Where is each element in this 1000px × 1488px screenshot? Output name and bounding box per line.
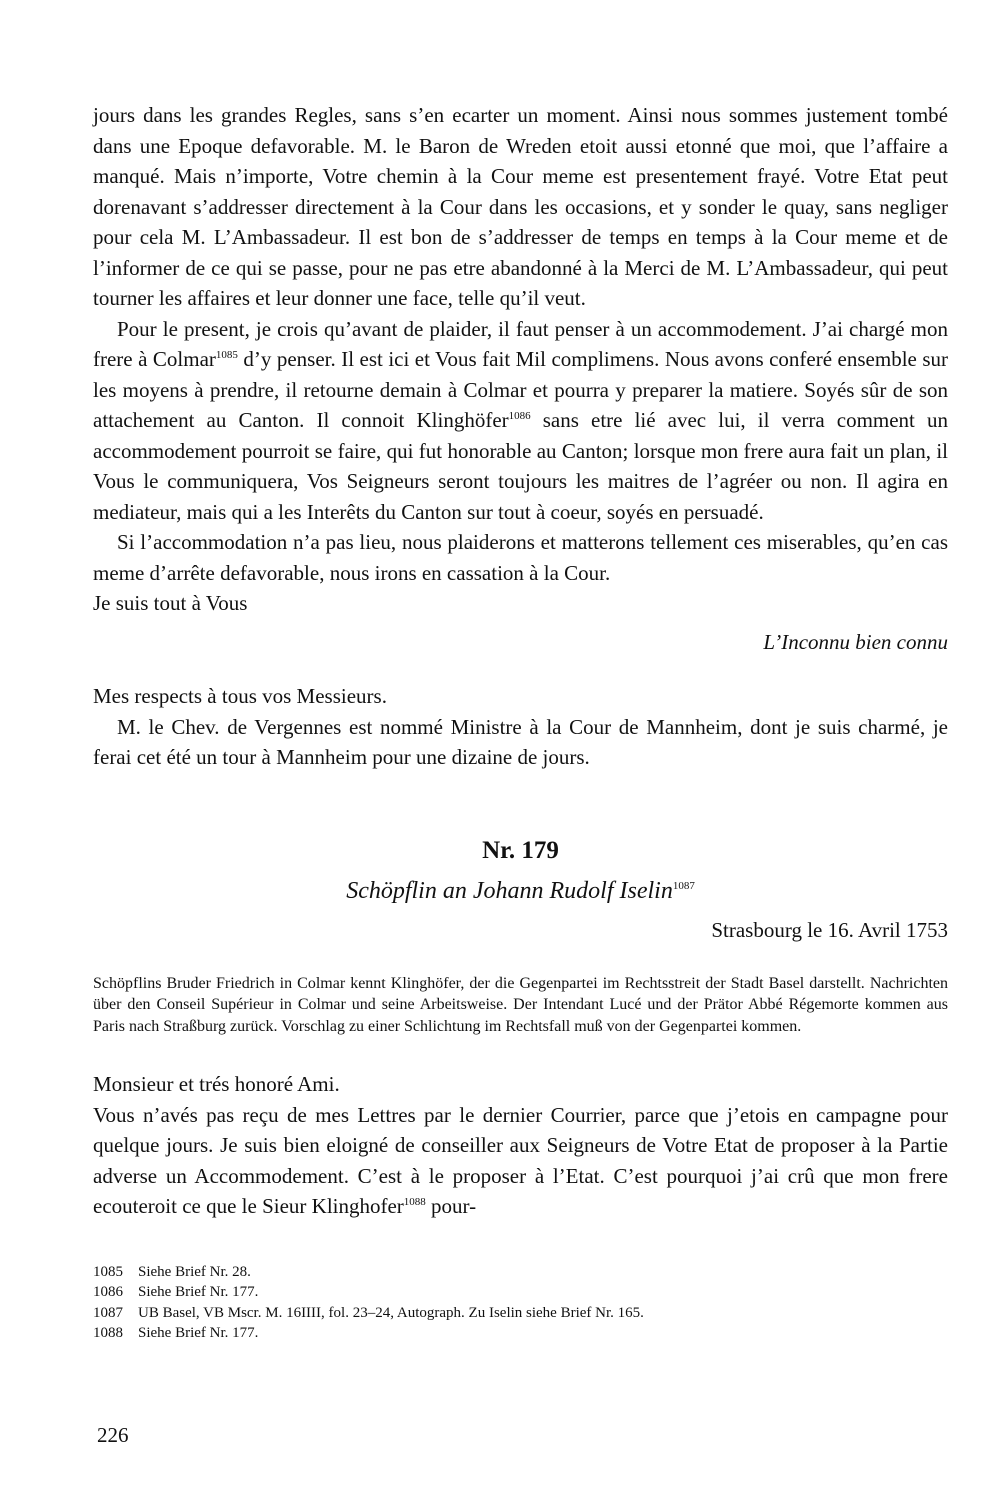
footnote-number: 1088 — [93, 1325, 123, 1341]
text-run: jours dans les grandes Regles, sans s’en ecarter un moment. Ainsi nous sommes justement tombé dans une Epoque defavorable. M. le Baron de Wreden etoit aussi etonné que moi, que l’affaire a manqué. Mais n’importe, Votre chemin à la Cour meme est presentement frayé. Votre Etat peut dorenavant s’addresser directement à la Cour dans les occasions, et y sonder le quay, sans negliger pour cela M. L’Ambassadeur. Il est bon de s’addresser de temps en temps à la Cour meme et de l’informer de ce qui se passe, pour ne pas etre abandonné à la Merci de M. L’Ambassadeur, qui peut tourner les affaires et leur donner une face, telle qu’il veut. — [93, 103, 948, 310]
letter-closing: L’Inconnu bien connu — [763, 629, 948, 654]
footnote-number: 1085 — [93, 1263, 123, 1280]
letter-salutation: Monsieur et trés honoré Ami. — [93, 1072, 340, 1096]
text-run: Pour le present, je crois qu’avant de plaider, il faut penser à un accommodement. J’ai chargé mon frere à Colmar — [93, 316, 948, 371]
letter-number: Nr. 179 — [482, 836, 559, 864]
letter-date: Strasbourg le 16. Avril 1753 — [711, 917, 948, 942]
paragraph — [93, 527, 948, 588]
footnote-reference: 1085 — [215, 349, 238, 361]
page-number: 226 — [97, 1423, 129, 1447]
paragraph — [93, 100, 948, 314]
letter-heading — [93, 833, 948, 909]
letter-title — [93, 873, 948, 909]
footnote — [93, 1282, 948, 1303]
text-run: Si l’accommodation n’a pas lieu, nous plaiderons et matterons tellement ces miserables, qu’en cas meme d’arrête defavorable, nous irons en cassation à la Cour. — [93, 530, 948, 585]
footnote-number: 1086 — [93, 1284, 123, 1300]
postscript — [93, 681, 948, 773]
footnote — [93, 1303, 948, 1324]
postscript-paragraph: M. le Chev. de Vergennes est nommé Ministre à la Cour de Mannheim, dont je suis charmé, je ferai cet été un tour à Mannheim pour une dizaine de jours. — [93, 714, 948, 769]
text-run: d’y penser. Il est ici et Vous fait Mil complimens. Nous avons conferé ensemble sur les moyens à prendre, il retourne demain à Colmar et pourra y preparer la matiere. Soyés sûr de son attachement au Canton. Il connoit Klinghöfer — [93, 347, 948, 432]
footnote-text: Siehe Brief Nr. 177. — [138, 1325, 259, 1341]
text-run: sans etre lié avec lui, il verra comment un accommodement pourroit se faire, qui fut honorable au Canton; lorsque mon frere aura fait un plan, il Vous le communiquera, Vos Seigneurs seront toujours les maitres de l’agréer ou non. Il agira en mediateur, mais qui a les Interêts du Canton sur tout à coeur, soyés en persuadé. — [93, 408, 948, 524]
footnote — [93, 1323, 948, 1344]
footnote-reference: 1086 — [508, 410, 531, 422]
footnote-text: UB Basel, VB Mscr. M. 16IIII, fol. 23–24, Autograph. Zu Iselin siehe Brief Nr. 165. — [138, 1304, 644, 1321]
footnote-reference: 1087 — [672, 879, 695, 892]
letter-summary: Schöpflins Bruder Friedrich in Colmar kennt Klinghöfer, der die Gegenpartei im Rechtsstreit der Stadt Basel darstellt. Nachrichten über den Conseil Supérieur in Colmar und seine Arbeitsweise. Der Intendant Lucé und der Prätor Abbé Régemorte kommen aus Paris nach Straßburg zurück. Vorschlag zu einer Schlichtung im Rechtsfall muß von der Gegenpartei kommen. — [93, 974, 948, 1035]
footnotes — [93, 1262, 948, 1344]
footnote — [93, 1262, 948, 1283]
previous-letter-text — [93, 100, 948, 619]
postscript-paragraph: Mes respects à tous vos Messieurs. — [93, 684, 387, 708]
page-content — [93, 100, 948, 1344]
footnote-text: Siehe Brief Nr. 177. — [138, 1284, 259, 1300]
paragraph — [93, 314, 948, 528]
text-run: Je suis tout à Vous — [93, 591, 248, 615]
paragraph — [93, 588, 948, 619]
letter-title-text: Schöpflin an Johann Rudolf Iselin — [346, 877, 673, 904]
footnote-text: Siehe Brief Nr. 28. — [138, 1263, 251, 1280]
letter-body — [93, 1100, 948, 1222]
text-run: pour- — [425, 1194, 477, 1218]
footnote-number: 1087 — [93, 1304, 123, 1321]
text-run: Vous n’avés pas reçu de mes Lettres par le dernier Courrier, parce que j’etois en campagne pour quelque jours. Je suis bien eloigné de conseiller aux Seigneurs de Votre Etat de proposer à la Partie adverse un Accommodement. C’est à le proposer à l’Etat. C’est pourquoi j’ai crû que mon frere ecouteroit ce que le Sieur Klinghofer — [93, 1102, 948, 1218]
footnote-reference: 1088 — [403, 1196, 426, 1208]
